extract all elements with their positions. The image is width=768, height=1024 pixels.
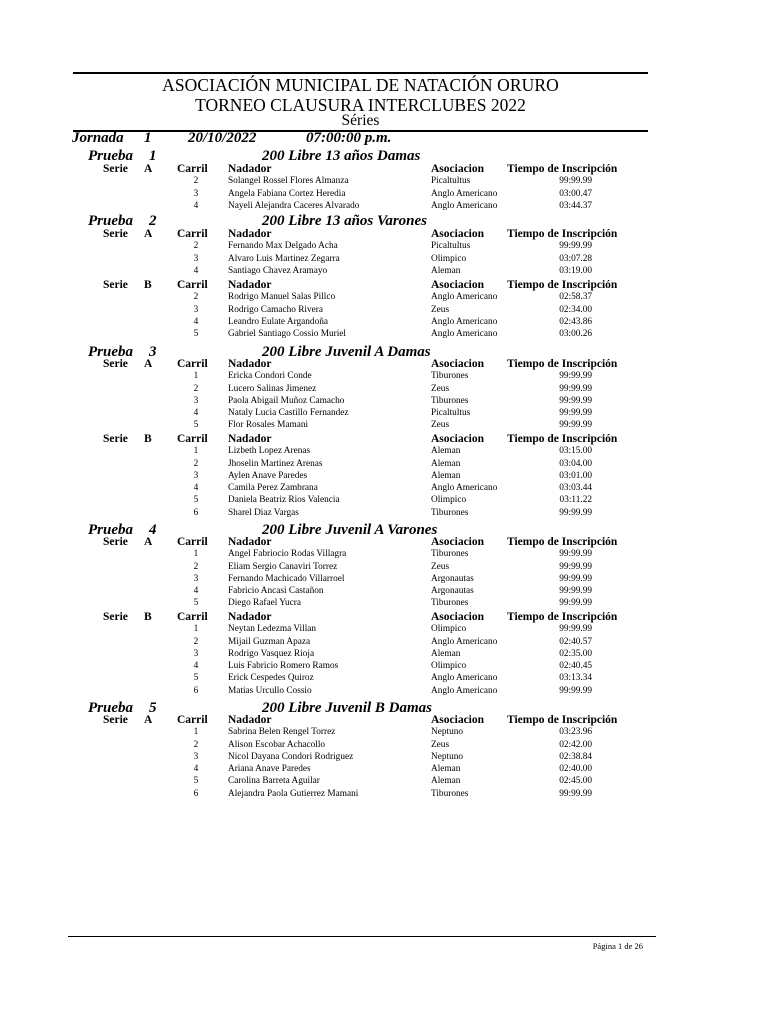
lane-number: 1 [193,371,199,382]
swimmer-name: Lucero Salinas Jimenez [228,383,317,394]
serie-letter: B [144,611,152,623]
lane-number: 3 [193,648,199,659]
lane-number: 4 [193,586,199,597]
lane-number: 5 [193,495,199,506]
event-name: 200 Libre Juvenil B Damas [262,700,433,716]
serie-label: Serie [103,611,128,623]
nadador-header: Nadador [228,358,272,370]
prueba-label: Prueba [88,213,133,229]
lane-number: 5 [193,598,199,609]
swimmer-name: Rodrigo Manuel Salas Pillco [228,292,336,303]
swimmer-name: Nayeli Alejandra Caceres Alvarado [228,200,360,211]
asociacion-header: Asociacion [431,714,485,726]
tiempo-header: Tiempo de Inscripción [507,536,618,548]
swimmer-name: Alison Escobar Achacollo [228,739,326,750]
asociacion-header: Asociacion [431,611,485,623]
entry-time: 99:99.99 [559,383,592,394]
carril-header: Carril [177,536,208,548]
prueba-number: 3 [149,344,157,360]
lane-number: 3 [193,253,199,264]
club-name: Picaltultus [431,241,471,252]
club-name: Zeus [431,739,450,750]
lane-number: 4 [193,408,199,419]
swimmer-name: Alvaro Luis Martinez Zegarra [228,253,340,264]
lane-number: 2 [193,241,199,252]
prueba-number: 5 [149,700,157,716]
event-name: 200 Libre 13 años Damas [262,148,421,164]
event-name: 200 Libre 13 años Varones [262,213,428,229]
lane-number: 1 [193,624,199,635]
lane-number: 4 [193,200,199,211]
club-name: Aleman [431,764,461,775]
club-name: Anglo Americano [431,483,498,494]
lane-number: 1 [193,446,199,457]
club-name: Tiburones [431,371,469,382]
lane-number: 5 [193,776,199,787]
nadador-header: Nadador [228,536,272,548]
swimmer-name: Diego Rafael Yucra [228,598,301,609]
entry-time: 99:99.99 [559,408,592,419]
lane-number: 2 [193,636,199,647]
lane-number: 4 [193,661,199,672]
prueba-number: 1 [149,148,157,164]
prueba-number: 2 [149,213,157,229]
tiempo-header: Tiempo de Inscripción [507,163,618,175]
tiempo-header: Tiempo de Inscripción [507,433,618,445]
swimmer-name: Ariana Anave Paredes [228,764,311,775]
swimmer-name: Eliam Sergio Canaviri Torrez [228,561,338,572]
swimmer-name: Fabricio Ancasi Castañon [228,586,324,597]
carril-header: Carril [177,714,208,726]
nadador-header: Nadador [228,433,272,445]
entry-time: 99:99.99 [559,573,592,584]
club-name: Picaltultus [431,408,471,419]
event-name: 200 Libre Juvenil A Varones [262,522,438,538]
club-name: Tiburones [431,788,469,799]
club-name: Olimpico [431,624,467,635]
entry-time: 99:99.99 [559,241,592,252]
club-name: Zeus [431,420,450,431]
entry-time: 02:40.57 [559,636,592,647]
swimmer-name: Sharel Diaz Vargas [228,507,299,518]
entry-time: 03:07.28 [559,253,592,264]
serie-letter: A [144,714,153,726]
prueba-label: Prueba [88,344,133,360]
prueba-label: Prueba [88,522,133,538]
event-name: 200 Libre Juvenil A Damas [262,344,431,360]
swimmer-name: Flor Rosales Mamani [228,420,309,431]
swimmer-name: Fernando Machicado Villarroel [228,573,345,584]
section-title: Séries [341,112,380,129]
top-rule [73,72,648,74]
entry-time: 03:11.22 [559,495,592,506]
swimmer-name: Lizbeth Lopez Arenas [228,446,311,457]
lane-number: 4 [193,265,199,276]
lane-number: 2 [193,383,199,394]
nadador-header: Nadador [228,611,272,623]
document-title: ASOCIACIÓN MUNICIPAL DE NATACIÓN ORURO [162,75,559,95]
club-name: Aleman [431,648,461,659]
nadador-header: Nadador [228,228,272,240]
carril-header: Carril [177,279,208,291]
club-name: Aleman [431,446,461,457]
entry-time: 03:00.26 [559,329,592,340]
club-name: Olimpico [431,495,467,506]
swimmer-name: Mijail Guzman Apaza [228,636,311,647]
swimmer-name: Leandro Eulate Argandoña [228,316,328,327]
entry-time: 02:42.00 [559,739,592,750]
lane-number: 3 [193,188,199,199]
entry-time: 99:99.99 [559,561,592,572]
lane-number: 3 [193,573,199,584]
entry-time: 03:19.00 [559,265,592,276]
serie-letter: A [144,228,153,240]
club-name: Aleman [431,470,461,481]
lane-number: 2 [193,176,199,187]
swimmer-name: Nataly Lucia Castillo Fernandez [228,408,349,419]
club-name: Aleman [431,776,461,787]
tiempo-header: Tiempo de Inscripción [507,279,618,291]
serie-label: Serie [103,279,128,291]
entry-time: 02:40.45 [559,661,592,672]
club-name: Aleman [431,265,461,276]
swimmer-name: Matias Urcullo Cossio [228,685,312,696]
carril-header: Carril [177,358,208,370]
tiempo-header: Tiempo de Inscripción [507,228,618,240]
entry-time: 03:01.00 [559,470,592,481]
swimmer-name: Solangel Rossel Flores Almanza [228,176,349,187]
lane-number: 1 [193,549,199,560]
entry-time: 02:43.86 [559,316,592,327]
entry-time: 02:40.00 [559,764,592,775]
club-name: Picaltultus [431,176,471,187]
serie-letter: B [144,279,152,291]
club-name: Anglo Americano [431,673,498,684]
entry-time: 99:99.99 [559,371,592,382]
lane-number: 2 [193,739,199,750]
swimmer-name: Angela Fabiana Cortez Heredia [228,188,346,199]
club-name: Tiburones [431,598,469,609]
serie-label: Serie [103,358,128,370]
lane-number: 4 [193,764,199,775]
club-name: Anglo Americano [431,685,498,696]
club-name: Anglo Americano [431,292,498,303]
serie-label: Serie [103,714,128,726]
club-name: Zeus [431,561,450,572]
entry-time: 03:23.96 [559,727,592,738]
carril-header: Carril [177,163,208,175]
lane-number: 6 [193,685,199,696]
swimmer-name: Neytan Ledezma Villan [228,624,317,635]
carril-header: Carril [177,433,208,445]
club-name: Tiburones [431,549,469,560]
entry-time: 99:99.99 [559,586,592,597]
nadador-header: Nadador [228,163,272,175]
swimmer-name: Carolina Barreta Aguilar [228,776,320,787]
asociacion-header: Asociacion [431,433,485,445]
swimmer-name: Santiago Chavez Aramayo [228,265,328,276]
lane-number: 4 [193,316,199,327]
club-name: Olimpico [431,253,467,264]
club-name: Anglo Americano [431,200,498,211]
entry-time: 99:99.99 [559,395,592,406]
swimmer-name: Rodrigo Camacho Rivera [228,304,324,315]
swimmer-name: Nicol Dayana Condori Rodriguez [228,751,354,762]
jornada-label: Jornada [72,130,124,146]
swimmer-name: Camila Perez Zambrana [228,483,318,494]
serie-letter: A [144,358,153,370]
lane-number: 2 [193,458,199,469]
lane-number: 1 [193,727,199,738]
club-name: Argonautas [431,573,474,584]
serie-letter: B [144,433,152,445]
entry-time: 02:38.84 [559,751,592,762]
club-name: Zeus [431,304,450,315]
entry-time: 99:99.99 [559,598,592,609]
nadador-header: Nadador [228,714,272,726]
entry-time: 99:99.99 [559,420,592,431]
serie-label: Serie [103,228,128,240]
club-name: Anglo Americano [431,316,498,327]
carril-header: Carril [177,611,208,623]
jornada-number: 1 [144,130,152,146]
swimmer-name: Ericka Condori Conde [228,371,312,382]
entry-time: 99:99.99 [559,788,592,799]
tiempo-header: Tiempo de Inscripción [507,611,618,623]
club-name: Neptuno [431,727,464,738]
prueba-label: Prueba [88,700,133,716]
entry-time: 03:00.47 [559,188,592,199]
lane-number: 2 [193,561,199,572]
club-name: Tiburones [431,507,469,518]
entry-time: 03:04.00 [559,458,592,469]
swimmer-name: Paola Abigail Muñoz Camacho [228,395,345,406]
serie-letter: A [144,163,153,175]
swimmer-name: Jhoselin Martinez Arenas [228,458,323,469]
entry-time: 02:35.00 [559,648,592,659]
page-number: Página 1 de 26 [592,941,643,951]
lane-number: 3 [193,304,199,315]
club-name: Anglo Americano [431,329,498,340]
entry-time: 03:03.44 [559,483,592,494]
lane-number: 5 [193,329,199,340]
swimmer-name: Gabriel Santiago Cossio Muriel [228,329,347,340]
serie-label: Serie [103,536,128,548]
jornada-time: 07:00:00 p.m. [306,130,392,146]
swimmer-name: Aylen Anave Paredes [228,470,308,481]
jornada-date: 20/10/2022 [188,130,257,146]
asociacion-header: Asociacion [431,279,485,291]
swimmer-name: Erick Cespedes Quiroz [228,673,314,684]
swimmer-name: Sabrina Belen Rengel Torrez [228,727,336,738]
club-name: Olimpico [431,661,467,672]
lane-number: 6 [193,507,199,518]
lane-number: 5 [193,673,199,684]
entry-time: 99:99.99 [559,549,592,560]
swimmer-name: Luis Fabricio Romero Ramos [228,661,339,672]
lane-number: 3 [193,751,199,762]
prueba-label: Prueba [88,148,133,164]
entry-time: 02:34.00 [559,304,592,315]
lane-number: 5 [193,420,199,431]
entry-time: 02:58.37 [559,292,592,303]
club-name: Aleman [431,458,461,469]
tiempo-header: Tiempo de Inscripción [507,714,618,726]
swimmer-name: Angel Fabriocio Rodas Villagra [228,549,347,560]
footer-rule [68,936,656,937]
entry-time: 99:99.99 [559,507,592,518]
club-name: Tiburones [431,395,469,406]
lane-number: 3 [193,470,199,481]
entry-time: 99:99.99 [559,685,592,696]
asociacion-header: Asociacion [431,163,485,175]
asociacion-header: Asociacion [431,358,485,370]
lane-number: 2 [193,292,199,303]
swimmer-name: Rodrigo Vasquez Rioja [228,648,315,659]
club-name: Argonautas [431,586,474,597]
asociacion-header: Asociacion [431,228,485,240]
club-name: Neptuno [431,751,464,762]
club-name: Anglo Americano [431,188,498,199]
asociacion-header: Asociacion [431,536,485,548]
entry-time: 02:45.00 [559,776,592,787]
club-name: Zeus [431,383,450,394]
serie-letter: A [144,536,153,548]
lane-number: 4 [193,483,199,494]
lane-number: 3 [193,395,199,406]
entry-time: 03:44.37 [559,200,592,211]
entry-time: 99:99.99 [559,176,592,187]
lane-number: 6 [193,788,199,799]
swimmer-name: Alejandra Paola Gutierrez Mamani [228,788,359,799]
carril-header: Carril [177,228,208,240]
club-name: Anglo Americano [431,636,498,647]
swimmer-name: Fernando Max Delgado Acha [228,241,338,252]
tiempo-header: Tiempo de Inscripción [507,358,618,370]
prueba-number: 4 [149,522,157,538]
serie-label: Serie [103,433,128,445]
entry-time: 99:99.99 [559,624,592,635]
serie-label: Serie [103,163,128,175]
nadador-header: Nadador [228,279,272,291]
tournament-title: TORNEO CLAUSURA INTERCLUBES 2022 [195,95,526,115]
entry-time: 03:15.00 [559,446,592,457]
entry-time: 03:13.34 [559,673,592,684]
swimmer-name: Daniela Beatriz Rios Valencia [228,495,340,506]
